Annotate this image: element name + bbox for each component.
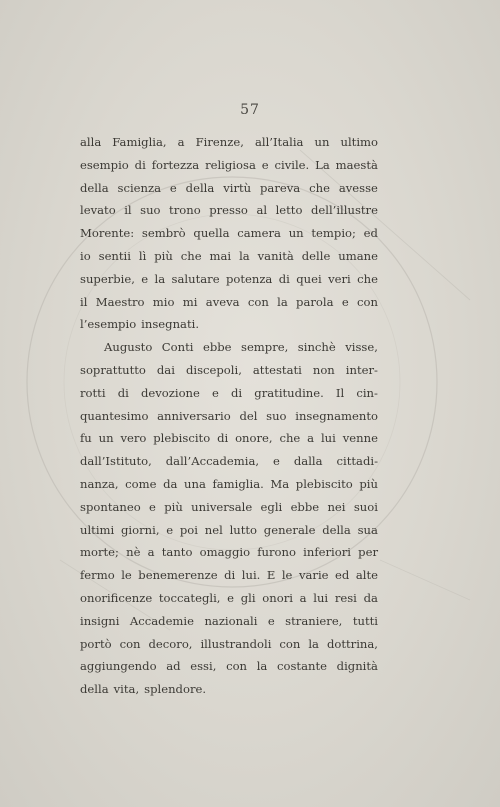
text-line: il Maestro mio mi aveva con la parola e con (80, 294, 378, 309)
text-line: spontaneo e più universale egli ebbe nei suoi (80, 499, 378, 514)
text-line: fu un vero plebiscito di onore, che a lui venne (80, 431, 378, 446)
text-line: esempio di fortezza religiosa e civile. La maestà (80, 157, 378, 172)
text-line: portò con decoro, illustrandoli con la dottrina, (80, 636, 378, 651)
text-line: ultimi giorni, e poi nel lutto generale della sua (80, 522, 378, 537)
text-line: Morente: sembrò quella camera un tempio; ed (80, 226, 378, 241)
page-number: 57 (240, 102, 260, 118)
text-line: della vita, splendore. (80, 682, 207, 697)
paragraph (80, 336, 378, 701)
text-line: rotti di devozione e di gratitudine. Il cin- (80, 385, 378, 400)
text-line: fermo le benemerenze di lui. E le varie ed alte (80, 568, 378, 583)
text-line: aggiungendo ad essi, con la costante dignità (80, 659, 378, 674)
text-line: onorificenze toccategli, e gli onori a lui resi da (80, 590, 378, 605)
text-line: insigni Accademie nazionali e straniere, tutti (80, 613, 378, 628)
text-line: morte; nè a tanto omaggio furono inferiori per (80, 545, 378, 560)
text-line: nanza, come da una famiglia. Ma plebiscito più (80, 476, 378, 491)
text-line: soprattutto dai discepoli, attestati non inter- (80, 362, 378, 377)
body-text (80, 131, 378, 701)
paragraph (80, 131, 378, 336)
text-line: Augusto Conti ebbe sempre, sinchè visse, (104, 340, 378, 355)
text-line: alla Famiglia, a Firenze, all’Italia un ultimo (80, 135, 378, 149)
text-line: io sentii lì più che mai la vanità delle umane (80, 248, 378, 263)
text-line: della scienza e della virtù pareva che avesse (80, 180, 378, 195)
text-line: l’esempio insegnati. (80, 317, 200, 332)
text-line: superbie, e la salutare potenza di quei veri che (80, 271, 378, 286)
text-line: levato il suo trono presso al letto dell’illustre (80, 203, 378, 218)
text-line: dall’Istituto, dall’Accademia, e dalla cittadi- (80, 454, 378, 469)
text-line: quantesimo anniversario del suo insegnamento (80, 408, 378, 423)
